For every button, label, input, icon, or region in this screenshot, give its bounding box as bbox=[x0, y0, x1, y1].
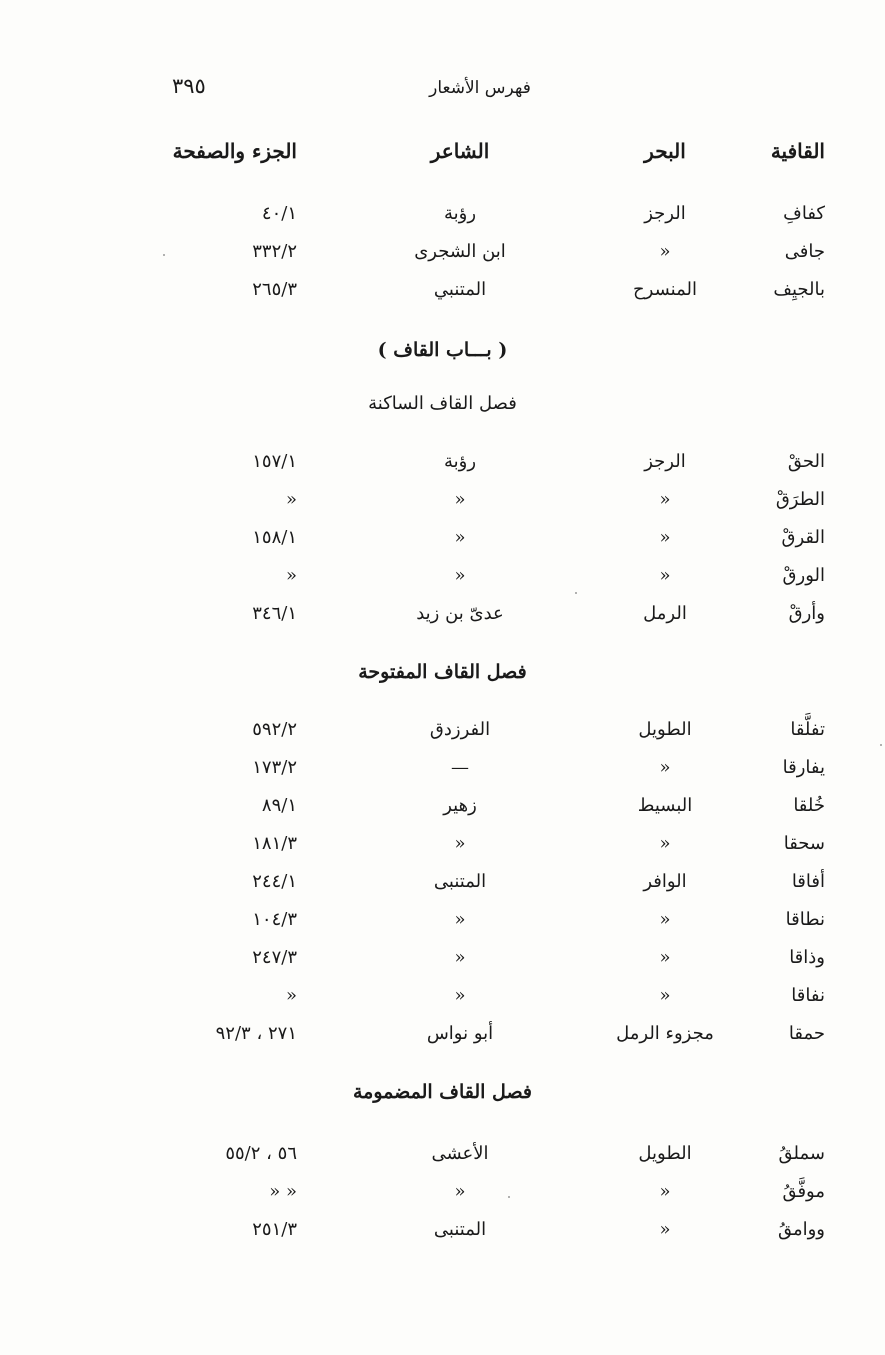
cell-bahr: الطويل bbox=[638, 719, 692, 740]
cell-qafiya: يفارقا bbox=[782, 757, 825, 778]
cell-shaer: المتنبى bbox=[433, 1219, 487, 1240]
cell-shaer: رؤبة bbox=[443, 203, 477, 224]
cell-bahr: » bbox=[659, 527, 671, 548]
cell-qafiya: سملقُ bbox=[778, 1143, 825, 1164]
cell-bahr: » bbox=[659, 833, 671, 854]
table-row bbox=[0, 1023, 885, 1059]
cell-qafiya: الطرَقْ bbox=[775, 489, 825, 510]
cell-bahr: » bbox=[659, 241, 671, 262]
cell-ref: ٢٦٥/٣ bbox=[252, 279, 297, 300]
cell-qafiya: كفافِ bbox=[783, 203, 825, 224]
cell-qafiya: نطاقا bbox=[785, 909, 825, 930]
cell-shaer: الفرزدق bbox=[429, 719, 491, 740]
table-row bbox=[0, 719, 885, 755]
section-title-maftuha: فصل القاف المفتوحة bbox=[358, 661, 527, 683]
table-row bbox=[0, 241, 885, 277]
table-row bbox=[0, 565, 885, 601]
cell-shaer: » bbox=[454, 947, 466, 968]
table-row bbox=[0, 871, 885, 907]
cell-qafiya: موفَّقُ bbox=[782, 1181, 825, 1202]
table-row bbox=[0, 203, 885, 239]
cell-bahr: الرجز bbox=[644, 451, 686, 472]
cell-bahr: البسيط bbox=[637, 795, 693, 816]
column-header-bahr: البحر bbox=[644, 139, 686, 163]
cell-ref: ٥٦ ، ٥٥/٢ bbox=[225, 1143, 297, 1164]
column-header-row bbox=[0, 139, 885, 175]
cell-ref: ٢٧١ ، ٩٢/٣ bbox=[215, 1023, 297, 1044]
cell-bahr: الرجز bbox=[644, 203, 686, 224]
running-title: فهرس الأشعار bbox=[429, 78, 531, 98]
cell-shaer: رؤبة bbox=[443, 451, 477, 472]
cell-qafiya: وأرقْ bbox=[788, 603, 825, 624]
page-number: ٣٩٥ bbox=[172, 74, 206, 98]
column-header-qafiya: القافية bbox=[770, 139, 825, 163]
cell-bahr: » bbox=[659, 985, 671, 1006]
table-row bbox=[0, 279, 885, 315]
scan-speck bbox=[508, 1196, 510, 1198]
cell-shaer: الأعشى bbox=[431, 1143, 489, 1164]
cell-qafiya: الورقْ bbox=[782, 565, 825, 586]
cell-ref: ٢٤٤/١ bbox=[252, 871, 297, 892]
section-title-sakina: فصل القاف الساكنة bbox=[368, 393, 517, 414]
cell-shaer: » bbox=[454, 565, 466, 586]
cell-ref: ٢٤٧/٣ bbox=[252, 947, 297, 968]
cell-ref: » bbox=[285, 565, 297, 586]
cell-ref: ٣٣٢/٢ bbox=[252, 241, 297, 262]
cell-shaer: » bbox=[454, 1181, 466, 1202]
cell-bahr: » bbox=[659, 1219, 671, 1240]
table-row bbox=[0, 985, 885, 1021]
scan-speck bbox=[880, 744, 882, 746]
cell-bahr: » bbox=[659, 757, 671, 778]
cell-bahr: » bbox=[659, 909, 671, 930]
cell-qafiya: حمقا bbox=[788, 1023, 825, 1044]
table-row bbox=[0, 833, 885, 869]
cell-bahr: مجزوء الرمل bbox=[616, 1023, 714, 1044]
cell-bahr: الوافر bbox=[643, 871, 687, 892]
cell-ref: ٥٩٢/٢ bbox=[252, 719, 297, 740]
cell-shaer: المتنبي bbox=[433, 279, 487, 300]
cell-shaer: » bbox=[454, 489, 466, 510]
table-row bbox=[0, 757, 885, 793]
table-row bbox=[0, 451, 885, 487]
cell-qafiya: أفاقا bbox=[791, 871, 825, 892]
cell-qafiya: ووامقُ bbox=[777, 1219, 825, 1240]
table-row bbox=[0, 1219, 885, 1255]
table-row bbox=[0, 909, 885, 945]
cell-qafiya: القرقْ bbox=[781, 527, 825, 548]
table-row bbox=[0, 1181, 885, 1217]
section-title-madmuma: فصل القاف المضمومة bbox=[352, 1081, 533, 1103]
cell-qafiya: خُلقا bbox=[793, 795, 825, 816]
cell-ref: » bbox=[285, 985, 297, 1006]
cell-shaer: أبو نواس bbox=[426, 1023, 494, 1044]
cell-ref: ١٠٤/٣ bbox=[252, 909, 297, 930]
cell-ref: ١٥٧/١ bbox=[252, 451, 297, 472]
scan-speck bbox=[575, 592, 577, 594]
cell-bahr: » bbox=[659, 565, 671, 586]
cell-qafiya: وذاقا bbox=[789, 947, 825, 968]
chapter-title: ( بـــاب القاف ) bbox=[377, 339, 508, 361]
cell-shaer: — bbox=[451, 757, 469, 778]
cell-qafiya: نفاقا bbox=[791, 985, 825, 1006]
cell-bahr: المنسرح bbox=[633, 279, 697, 300]
cell-qafiya: تفلَّقا bbox=[790, 719, 825, 740]
table-row bbox=[0, 603, 885, 639]
cell-shaer: » bbox=[454, 985, 466, 1006]
table-row bbox=[0, 947, 885, 983]
cell-ref: ١٨١/٣ bbox=[252, 833, 297, 854]
cell-ref: ١٥٨/١ bbox=[252, 527, 297, 548]
cell-bahr: » bbox=[659, 1181, 671, 1202]
cell-bahr: » bbox=[659, 947, 671, 968]
cell-qafiya: سحقا bbox=[783, 833, 825, 854]
cell-ref: ٣٤٦/١ bbox=[252, 603, 297, 624]
cell-qafiya: الحقْ bbox=[787, 451, 825, 472]
cell-qafiya: بالجيِف bbox=[773, 279, 825, 300]
cell-shaer: المتنبى bbox=[433, 871, 487, 892]
cell-bahr: » bbox=[659, 489, 671, 510]
cell-ref: ٤٠/١ bbox=[261, 203, 297, 224]
cell-shaer: » bbox=[454, 527, 466, 548]
table-row bbox=[0, 489, 885, 525]
cell-bahr: الطويل bbox=[638, 1143, 692, 1164]
cell-shaer: ابن الشجرى bbox=[414, 241, 506, 262]
cell-shaer: » bbox=[454, 833, 466, 854]
column-header-ref: الجزء والصفحة bbox=[172, 139, 297, 163]
column-header-shaer: الشاعر bbox=[430, 139, 490, 163]
cell-ref: ٨٩/١ bbox=[261, 795, 297, 816]
table-row bbox=[0, 795, 885, 831]
cell-shaer: زهير bbox=[443, 795, 477, 816]
cell-ref: » bbox=[285, 489, 297, 510]
cell-ref: ١٧٣/٢ bbox=[252, 757, 297, 778]
scan-speck bbox=[163, 254, 165, 256]
cell-shaer: عدىّ بن زيد bbox=[416, 603, 504, 624]
cell-shaer: » bbox=[454, 909, 466, 930]
cell-bahr: الرمل bbox=[643, 603, 687, 624]
table-row bbox=[0, 1143, 885, 1179]
table-row bbox=[0, 527, 885, 563]
cell-ref: ٢٥١/٣ bbox=[252, 1219, 297, 1240]
cell-qafiya: جافى bbox=[784, 241, 825, 262]
cell-ref: » » bbox=[269, 1181, 297, 1202]
